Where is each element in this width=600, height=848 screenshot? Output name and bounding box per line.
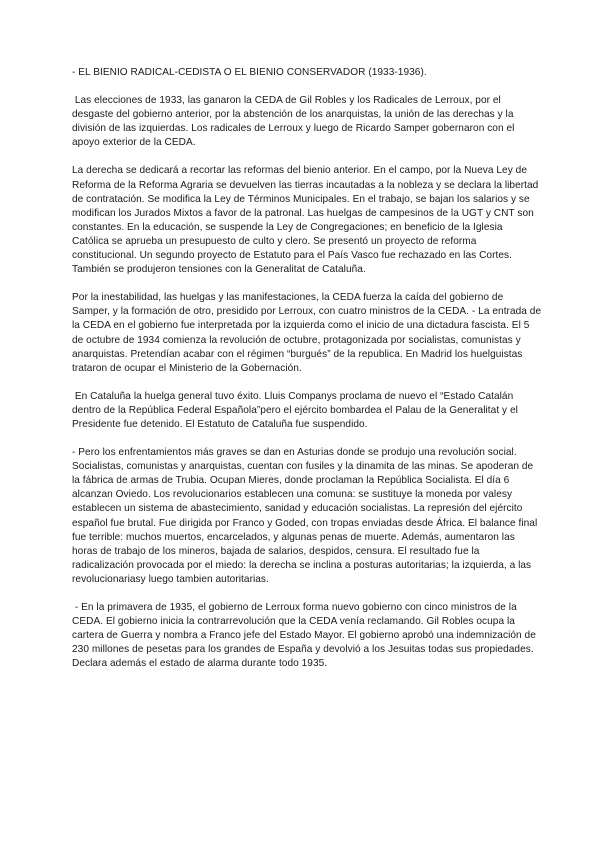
document-body [72,66,542,685]
paragraph-cataluna: En Cataluña la huelga general tuvo éxito. Lluis Companys proclama de nuevo el “Estado Catalán dentro de la República Federal Española”pero el ejército bombardea el Palau de la Generalitat y el Presidente fue detenido. El Estatuto de Cataluña fue suspendido. [72,390,521,430]
paragraph-elecciones-1933: Las elecciones de 1933, las ganaron la CEDA de Gil Robles y los Radicales de Lerroux, por el desgaste del gobierno anterior, por la abstención de los anarquistas, la unión de las derechas y la división de las izquierdas. Los radicales de Lerroux y luego de Ricardo Samper gobernaron con el apoyo exterior de la CEDA. [72,95,518,149]
paragraph-primavera-1935: - En la primavera de 1935, el gobierno de Lerroux forma nuevo gobierno con cinco ministros de la CEDA. El gobierno inicia la contrarrevolución que la CEDA venía reclamando. Gil Robles ocupa la cartera de Guerra y nombra a Franco jefe del Estado Mayor. El gobierno aprobó una indemnización de 230 millones de pesetas para los grandes de España y devolvió a los Jesuitas todas sus propiedades. Declara además el estado de alarma durante todo 1935. [72,602,539,670]
document-title: - EL BIENIO RADICAL-CEDISTA O EL BIENIO CONSERVADOR (1933-1936). [72,67,427,78]
paragraph-asturias: - Pero los enfrentamientos más graves se dan en Asturias donde se produjo una revolución social. Socialistas, comunistas y anarquistas, cuentan con fusiles y la dinamita de las minas. Se apoderan de la fábrica de armas de Trubia. Ocupan Mieres, donde proclaman la República Socialista. El día 6 alcanzan Oviedo. Los revolucionarios establecen una comuna: se sustituye la moneda por valesy establecen un sistema de abastecimiento, sanidad y educación socialistas. La represión del ejército español fue brutal. Fue dirigida por Franco y Goded, con tropas enviadas desde África. El balance final fue terrible: muchos muertos, encarcelados, y algunas penas de muerte. Además, aumentaron las horas de trabajo de los mineros, bajada de salarios, despidos, censura. El resultado fue la radicalización provocada por el miedo: la derecha se inclina a posturas autoritarias; la izquierda, a las revolucionariasy luego tambien autoritarias. [72,447,541,585]
paragraph-recorte-reformas: La derecha se dedicará a recortar las reformas del bienio anterior. En el campo, por la Nueva Ley de Reforma de la Reforma Agraria se devuelven las tierras incautadas a la nobleza y se declara la libertad de contratación. Se modifica la Ley de Términos Municipales. En el trabajo, se bajan los salarios y se modifican los Jurados Mixtos a favor de la patronal. Las huelgas de campesinos de la UGT y CNT son constantes. En la educación, se suspende la Ley de Congregaciones; en beneficio de la Iglesia Católica se aprueba un presupuesto de culto y clero. Se presentó un proyecto de reforma constitucional. Un segundo proyecto de Estatuto para el País Vasco fue rechazado en las Cortes. También se produjeron tensiones con la Generalitat de Cataluña. [72,165,542,276]
paragraph-revolucion-octubre: Por la inestabilidad, las huelgas y las manifestaciones, la CEDA fuerza la caída del gobierno de Samper, y la formación de otro, presidido por Lerroux, con cuatro ministros de la CEDA. - La entrada de la CEDA en el gobierno fue interpretada por la izquierda como el inicio de una dictadura fascista. El 5 de octubre de 1934 comienza la revolución de octubre, protagonizada por socialistas, comunistas y anarquistas. Pretendían acabar con el régimen “burgués” de la republica. En Madrid los huelguistas trataron de ocupar el Ministerio de la Gobernación. [72,292,544,374]
